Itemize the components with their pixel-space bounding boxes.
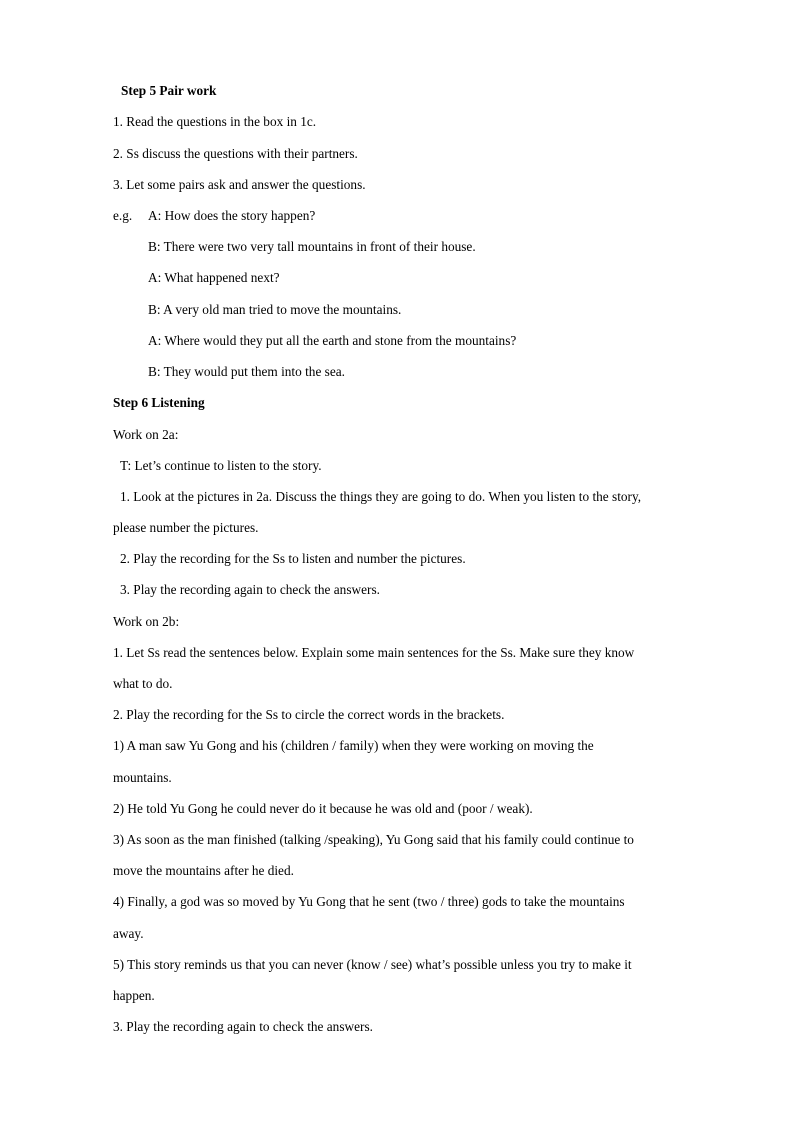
dialogue-line-2: B: There were two very tall mountains in front of their house. bbox=[148, 239, 476, 254]
eg-label: e.g. bbox=[113, 208, 133, 223]
work-2a-item-2: 2. Play the recording for the Ss to listen and number the pictures. bbox=[120, 551, 466, 566]
dialogue-line-4: B: A very old man tried to move the mountains. bbox=[148, 302, 402, 317]
sentence-1-line-2: mountains. bbox=[113, 770, 172, 785]
work-2a-teacher: T: Let’s continue to listen to the story. bbox=[120, 458, 322, 473]
work-2b-title: Work on 2b: bbox=[113, 614, 180, 629]
work-2a-title: Work on 2a: bbox=[113, 427, 179, 442]
sentence-1-line-1: 1) A man saw Yu Gong and his (children / family) when they were working on moving the bbox=[113, 738, 594, 753]
step5-item-1: 1. Read the questions in the box in 1c. bbox=[113, 114, 317, 129]
sentence-5-line-1: 5) This story reminds us that you can never (know / see) what’s possible unless you try to make it bbox=[113, 957, 632, 972]
work-2b-item-3: 3. Play the recording again to check the answers. bbox=[113, 1019, 373, 1034]
dialogue-line-6: B: They would put them into the sea. bbox=[148, 364, 345, 379]
step5-item-3: 3. Let some pairs ask and answer the questions. bbox=[113, 177, 366, 192]
work-2b-item-1-line-2: what to do. bbox=[113, 676, 173, 691]
work-2a-item-1-line-1: 1. Look at the pictures in 2a. Discuss the things they are going to do. When you listen to the story, bbox=[120, 489, 642, 504]
dialogue-line-1: A: How does the story happen? bbox=[148, 208, 316, 223]
dialogue-line-5: A: Where would they put all the earth and stone from the mountains? bbox=[148, 333, 517, 348]
step5-item-2: 2. Ss discuss the questions with their partners. bbox=[113, 146, 358, 161]
sentence-5-line-2: happen. bbox=[113, 988, 155, 1003]
sentence-4-line-2: away. bbox=[113, 926, 144, 941]
sentence-3-line-2: move the mountains after he died. bbox=[113, 863, 294, 878]
sentence-3-line-1: 3) As soon as the man finished (talking /speaking), Yu Gong said that his family could continue to bbox=[113, 832, 634, 847]
work-2a-item-1-line-2: please number the pictures. bbox=[113, 520, 259, 535]
step6-heading: Step 6 Listening bbox=[113, 395, 205, 410]
sentence-2: 2) He told Yu Gong he could never do it because he was old and (poor / weak). bbox=[113, 801, 533, 816]
work-2b-item-1-line-1: 1. Let Ss read the sentences below. Explain some main sentences for the Ss. Make sure they know bbox=[113, 645, 635, 660]
work-2a-item-3: 3. Play the recording again to check the answers. bbox=[120, 582, 380, 597]
step5-heading: Step 5 Pair work bbox=[121, 83, 217, 98]
sentence-4-line-1: 4) Finally, a god was so moved by Yu Gong that he sent (two / three) gods to take the mountains bbox=[113, 894, 625, 909]
dialogue-line-3: A: What happened next? bbox=[148, 270, 280, 285]
work-2b-item-2: 2. Play the recording for the Ss to circle the correct words in the brackets. bbox=[113, 707, 505, 722]
